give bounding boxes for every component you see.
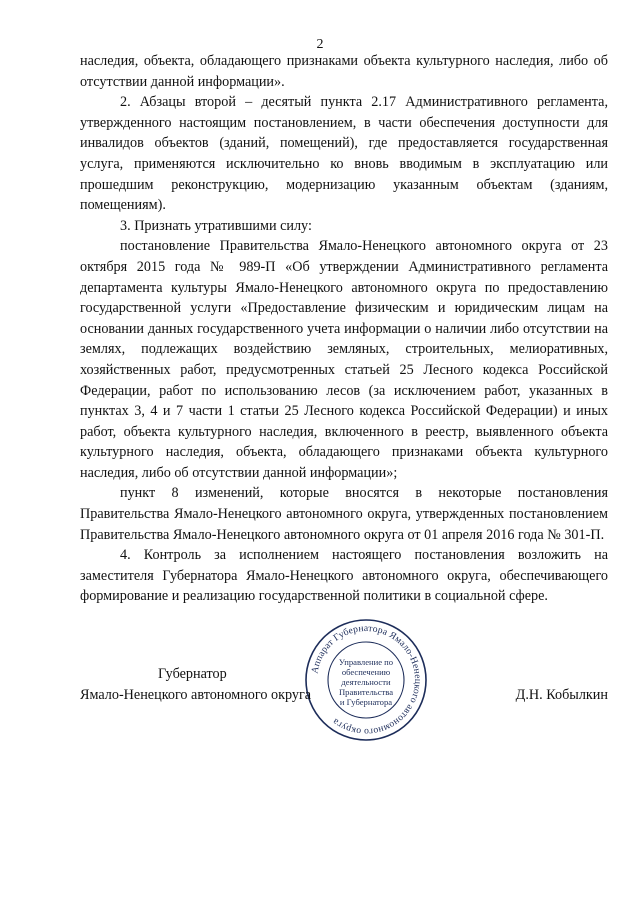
stamp-line: и Губернатора xyxy=(339,697,393,707)
signature-block xyxy=(80,664,608,724)
stamp-line: Управление по xyxy=(338,657,394,667)
paragraph: пункт 8 изменений, которые вносятся в некоторые постановления Правительства Ямало-Ненецкого автономного округа, утвержденных постановлением Правительства Ямало-Ненецкого автономного округа от 01 апреля 2016 года № 301-П. xyxy=(80,485,608,543)
paragraph: 4. Контроль за исполнением настоящего постановления возложить на заместителя Губернатора Ямало-Ненецкого автономного округа, обеспечивающего формирование и реализацию государственной политики в социальной сфере. xyxy=(80,547,608,605)
stamp-line: Правительства xyxy=(338,687,394,697)
stamp-line: деятельности xyxy=(341,677,391,687)
stamp-line: обеспечению xyxy=(341,667,391,677)
stamp-ring-text: Аппарат Губернатора Ямало-Ненецкого автономного округа xyxy=(309,622,424,738)
signatory-name: Д.Н. Кобылкин xyxy=(515,687,608,703)
signatory-title-line2: Ямало-Ненецкого автономного округа xyxy=(80,687,312,703)
paragraph: постановление Правительства Ямало-Ненецкого автономного округа от 23 октября 2015 года № 989-П «Об утверждении Административного регламента департамента культуры Ямало-Ненецкого автономного округа по предоставлению государственной услуги «Предоставление физическим и юридическим лицам на основании данных государственного учета информации о наличии либо отсутствии на землях, подлежащих воздействию земляных, строительных, мелиоративных, хозяйственных работ, предусмотренных статьей 25 Лесного кодекса Российской Федерации, работ по использованию лесов (за исключением работ, указанных в пунктах 3, 4 и 7 части 1 статьи 25 Лесного кодекса Российской Федерации) и иных работ, объекта культурного наследия, включенного в реестр, выявленного объекта культурного наследия, объекта, обладающего признаками объекта культурного наследия, либо об отсутствии данной информации»; xyxy=(80,238,608,481)
paragraph: наследия, объекта, обладающего признаками объекта культурного наследия, либо об отсутствии данной информации». xyxy=(80,53,608,90)
paragraph: 3. Признать утратившими силу: xyxy=(120,217,312,234)
paragraph: 2. Абзацы второй – десятый пункта 2.17 Административного регламента, утвержденного настоящим постановлением, в части обеспечения доступности для инвалидов объектов (зданий, помещений), где предоставляется государственная услуга, применяются исключительно ко вновь вводимым в эксплуатацию или прошедшим реконструкцию, модернизацию указанным объектам (зданиям, помещениям). xyxy=(80,94,608,214)
page-number: 2 xyxy=(316,37,324,52)
signatory-title-line1: Губернатор xyxy=(158,666,227,682)
document-body xyxy=(80,51,608,607)
